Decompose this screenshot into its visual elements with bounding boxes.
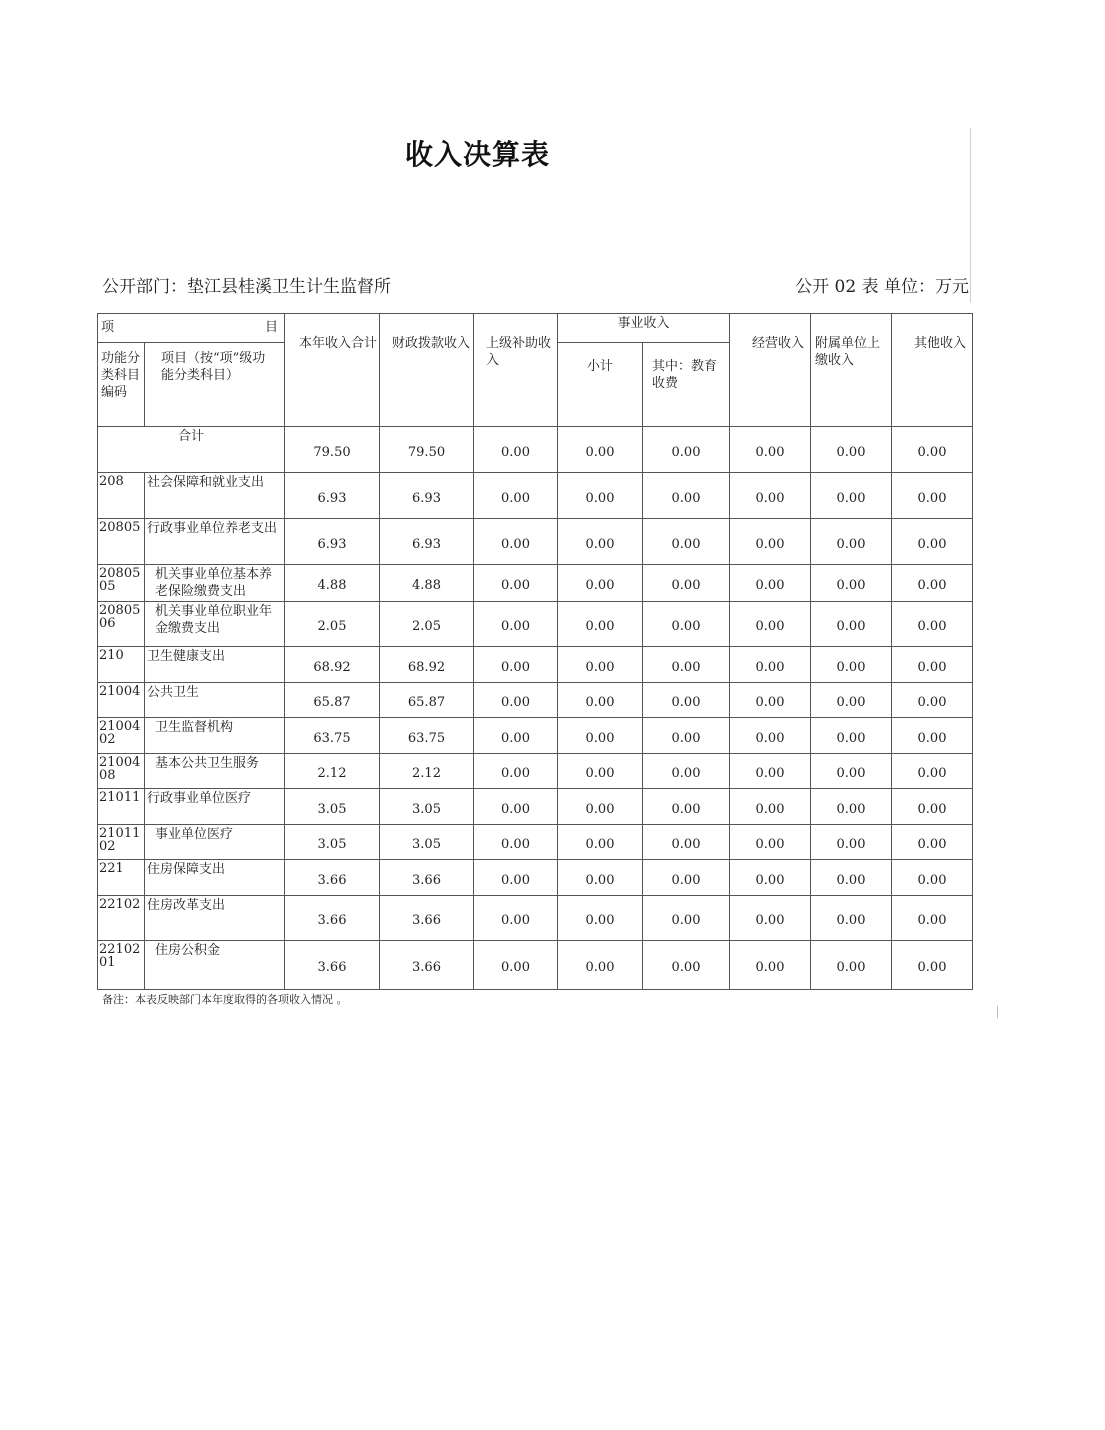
row-code: 2080506 xyxy=(98,601,145,646)
row-value: 0.00 xyxy=(643,646,730,682)
row-value: 0.00 xyxy=(643,824,730,859)
row-code: 2080505 xyxy=(98,565,145,602)
row-value: 0.00 xyxy=(474,473,558,519)
row-value: 0.00 xyxy=(730,859,811,895)
row-value: 3.05 xyxy=(285,788,380,824)
row-value: 0.00 xyxy=(643,519,730,565)
table-row xyxy=(98,859,973,895)
margin-tick xyxy=(997,1006,998,1018)
header-total: 本年收入合计 xyxy=(285,314,380,427)
row-value: 0.00 xyxy=(892,473,973,519)
table-row xyxy=(98,473,973,519)
department-label: 公开部门：垫江县桂溪卫生计生监督所 xyxy=(102,277,391,297)
table-row xyxy=(98,565,973,602)
row-value: 0.00 xyxy=(811,859,892,895)
row-value: 0.00 xyxy=(892,788,973,824)
row-value: 63.75 xyxy=(380,717,474,753)
row-value: 0.00 xyxy=(643,940,730,989)
row-name: 机关事业单位职业年金缴费支出 xyxy=(145,601,285,646)
row-value: 65.87 xyxy=(285,682,380,717)
row-value: 0.00 xyxy=(474,940,558,989)
row-value: 0.00 xyxy=(892,565,973,602)
row-value: 0.00 xyxy=(892,940,973,989)
row-value: 0.00 xyxy=(643,601,730,646)
row-value: 2.05 xyxy=(380,601,474,646)
row-value: 0.00 xyxy=(558,717,643,753)
row-value: 4.88 xyxy=(380,565,474,602)
header-other: 其他收入 xyxy=(892,314,973,427)
row-value: 0.00 xyxy=(811,473,892,519)
row-value: 0.00 xyxy=(811,519,892,565)
total-value: 0.00 xyxy=(730,427,811,473)
total-row xyxy=(98,427,973,473)
row-value: 0.00 xyxy=(474,717,558,753)
row-value: 0.00 xyxy=(558,473,643,519)
row-name: 基本公共卫生服务 xyxy=(145,753,285,788)
row-value: 2.12 xyxy=(380,753,474,788)
row-value: 0.00 xyxy=(643,753,730,788)
row-value: 0.00 xyxy=(730,682,811,717)
row-value: 0.00 xyxy=(474,601,558,646)
row-value: 3.66 xyxy=(285,940,380,989)
row-value: 0.00 xyxy=(730,519,811,565)
row-value: 0.00 xyxy=(558,646,643,682)
row-value: 0.00 xyxy=(474,565,558,602)
row-value: 3.05 xyxy=(380,824,474,859)
row-value: 0.00 xyxy=(811,940,892,989)
row-name: 社会保障和就业支出 xyxy=(145,473,285,519)
row-code: 20805 xyxy=(98,519,145,565)
row-value: 0.00 xyxy=(558,788,643,824)
table-row xyxy=(98,788,973,824)
row-value: 0.00 xyxy=(811,895,892,940)
row-value: 0.00 xyxy=(811,601,892,646)
row-value: 0.00 xyxy=(811,646,892,682)
row-value: 0.00 xyxy=(730,646,811,682)
row-value: 3.66 xyxy=(285,895,380,940)
row-value: 0.00 xyxy=(643,717,730,753)
row-value: 6.93 xyxy=(380,473,474,519)
row-value: 0.00 xyxy=(811,565,892,602)
row-value: 2.12 xyxy=(285,753,380,788)
row-value: 4.88 xyxy=(285,565,380,602)
header-item-right-label: 目 xyxy=(264,320,278,335)
row-value: 3.66 xyxy=(380,940,474,989)
row-value: 0.00 xyxy=(558,895,643,940)
header-item-label: 项 xyxy=(101,320,115,335)
row-value: 0.00 xyxy=(643,859,730,895)
row-value: 0.00 xyxy=(643,473,730,519)
row-code: 2100408 xyxy=(98,753,145,788)
row-value: 6.93 xyxy=(285,519,380,565)
row-value: 6.93 xyxy=(285,473,380,519)
income-table xyxy=(97,313,973,990)
row-value: 0.00 xyxy=(558,601,643,646)
row-value: 0.00 xyxy=(643,682,730,717)
row-value: 0.00 xyxy=(643,788,730,824)
row-value: 0.00 xyxy=(730,824,811,859)
row-name: 行政事业单位养老支出 xyxy=(145,519,285,565)
total-value: 0.00 xyxy=(474,427,558,473)
row-value: 0.00 xyxy=(811,788,892,824)
row-value: 0.00 xyxy=(474,519,558,565)
row-value: 0.00 xyxy=(474,646,558,682)
table-row xyxy=(98,519,973,565)
row-value: 0.00 xyxy=(730,895,811,940)
margin-line xyxy=(970,128,971,303)
row-value: 6.93 xyxy=(380,519,474,565)
row-value: 0.00 xyxy=(558,824,643,859)
row-value: 0.00 xyxy=(643,565,730,602)
row-value: 0.00 xyxy=(730,473,811,519)
row-value: 0.00 xyxy=(558,859,643,895)
row-name: 事业单位医疗 xyxy=(145,824,285,859)
row-value: 0.00 xyxy=(730,788,811,824)
row-value: 0.00 xyxy=(892,859,973,895)
row-name: 卫生监督机构 xyxy=(145,717,285,753)
row-value: 0.00 xyxy=(892,519,973,565)
row-value: 0.00 xyxy=(730,753,811,788)
total-value: 79.50 xyxy=(380,427,474,473)
row-name: 卫生健康支出 xyxy=(145,646,285,682)
row-code: 22102 xyxy=(98,895,145,940)
header-fiscal: 财政拨款收入 xyxy=(380,314,474,427)
total-label: 合计 xyxy=(98,427,285,473)
page-title: 收入决算表 xyxy=(405,138,551,171)
header-affiliated: 附属单位上缴收入 xyxy=(811,314,892,427)
header-operating: 经营收入 xyxy=(730,314,811,427)
header-business: 事业收入 xyxy=(558,314,730,343)
row-value: 3.05 xyxy=(380,788,474,824)
table-row xyxy=(98,717,973,753)
row-value: 63.75 xyxy=(285,717,380,753)
row-value: 0.00 xyxy=(474,788,558,824)
header-func-code: 功能分类科目编码 xyxy=(98,343,145,427)
row-value: 0.00 xyxy=(892,601,973,646)
header-item xyxy=(98,314,285,343)
row-value: 0.00 xyxy=(811,753,892,788)
row-value: 3.66 xyxy=(380,895,474,940)
total-value: 0.00 xyxy=(643,427,730,473)
row-name: 机关事业单位基本养老保险缴费支出 xyxy=(145,565,285,602)
row-value: 0.00 xyxy=(811,717,892,753)
row-name: 住房公积金 xyxy=(145,940,285,989)
row-value: 0.00 xyxy=(811,824,892,859)
row-value: 0.00 xyxy=(730,565,811,602)
row-value: 0.00 xyxy=(892,682,973,717)
table-row xyxy=(98,646,973,682)
row-code: 210 xyxy=(98,646,145,682)
row-value: 0.00 xyxy=(558,519,643,565)
total-value: 0.00 xyxy=(811,427,892,473)
row-value: 68.92 xyxy=(380,646,474,682)
row-name: 行政事业单位医疗 xyxy=(145,788,285,824)
row-value: 0.00 xyxy=(892,717,973,753)
table-row xyxy=(98,682,973,717)
row-value: 3.66 xyxy=(285,859,380,895)
table-row xyxy=(98,824,973,859)
row-code: 2210201 xyxy=(98,940,145,989)
table-row xyxy=(98,601,973,646)
row-value: 0.00 xyxy=(643,895,730,940)
header-education: 其中：教育收费 xyxy=(643,343,730,427)
row-value: 0.00 xyxy=(892,895,973,940)
row-code: 2100402 xyxy=(98,717,145,753)
row-value: 0.00 xyxy=(474,753,558,788)
total-value: 0.00 xyxy=(892,427,973,473)
row-value: 0.00 xyxy=(474,824,558,859)
row-value: 0.00 xyxy=(474,859,558,895)
table-row xyxy=(98,895,973,940)
table-unit-label: 公开 02 表 单位：万元 xyxy=(795,277,969,297)
row-value: 0.00 xyxy=(730,940,811,989)
footnote: 备注：本表反映部门本年度取得的各项收入情况 。 xyxy=(102,993,348,1006)
row-value: 0.00 xyxy=(811,682,892,717)
row-name: 住房改革支出 xyxy=(145,895,285,940)
total-value: 0.00 xyxy=(558,427,643,473)
row-value: 0.00 xyxy=(558,753,643,788)
row-name: 公共卫生 xyxy=(145,682,285,717)
row-code: 2101102 xyxy=(98,824,145,859)
row-code: 221 xyxy=(98,859,145,895)
row-value: 3.66 xyxy=(380,859,474,895)
row-value: 0.00 xyxy=(558,940,643,989)
row-value: 68.92 xyxy=(285,646,380,682)
header-superior: 上级补助收入 xyxy=(474,314,558,427)
row-value: 0.00 xyxy=(892,753,973,788)
row-code: 208 xyxy=(98,473,145,519)
row-value: 3.05 xyxy=(285,824,380,859)
row-value: 0.00 xyxy=(474,895,558,940)
row-value: 0.00 xyxy=(892,824,973,859)
row-code: 21004 xyxy=(98,682,145,717)
header-func-name: 项目（按“项”级功能分类科目） xyxy=(145,343,285,427)
row-value: 0.00 xyxy=(730,601,811,646)
row-value: 2.05 xyxy=(285,601,380,646)
row-value: 0.00 xyxy=(730,717,811,753)
row-value: 0.00 xyxy=(892,646,973,682)
total-value: 79.50 xyxy=(285,427,380,473)
row-value: 0.00 xyxy=(558,682,643,717)
table-row xyxy=(98,753,973,788)
row-value: 0.00 xyxy=(558,565,643,602)
header-subtotal: 小计 xyxy=(558,343,643,427)
row-value: 0.00 xyxy=(474,682,558,717)
row-name: 住房保障支出 xyxy=(145,859,285,895)
table-row xyxy=(98,940,973,989)
row-value: 65.87 xyxy=(380,682,474,717)
row-code: 21011 xyxy=(98,788,145,824)
